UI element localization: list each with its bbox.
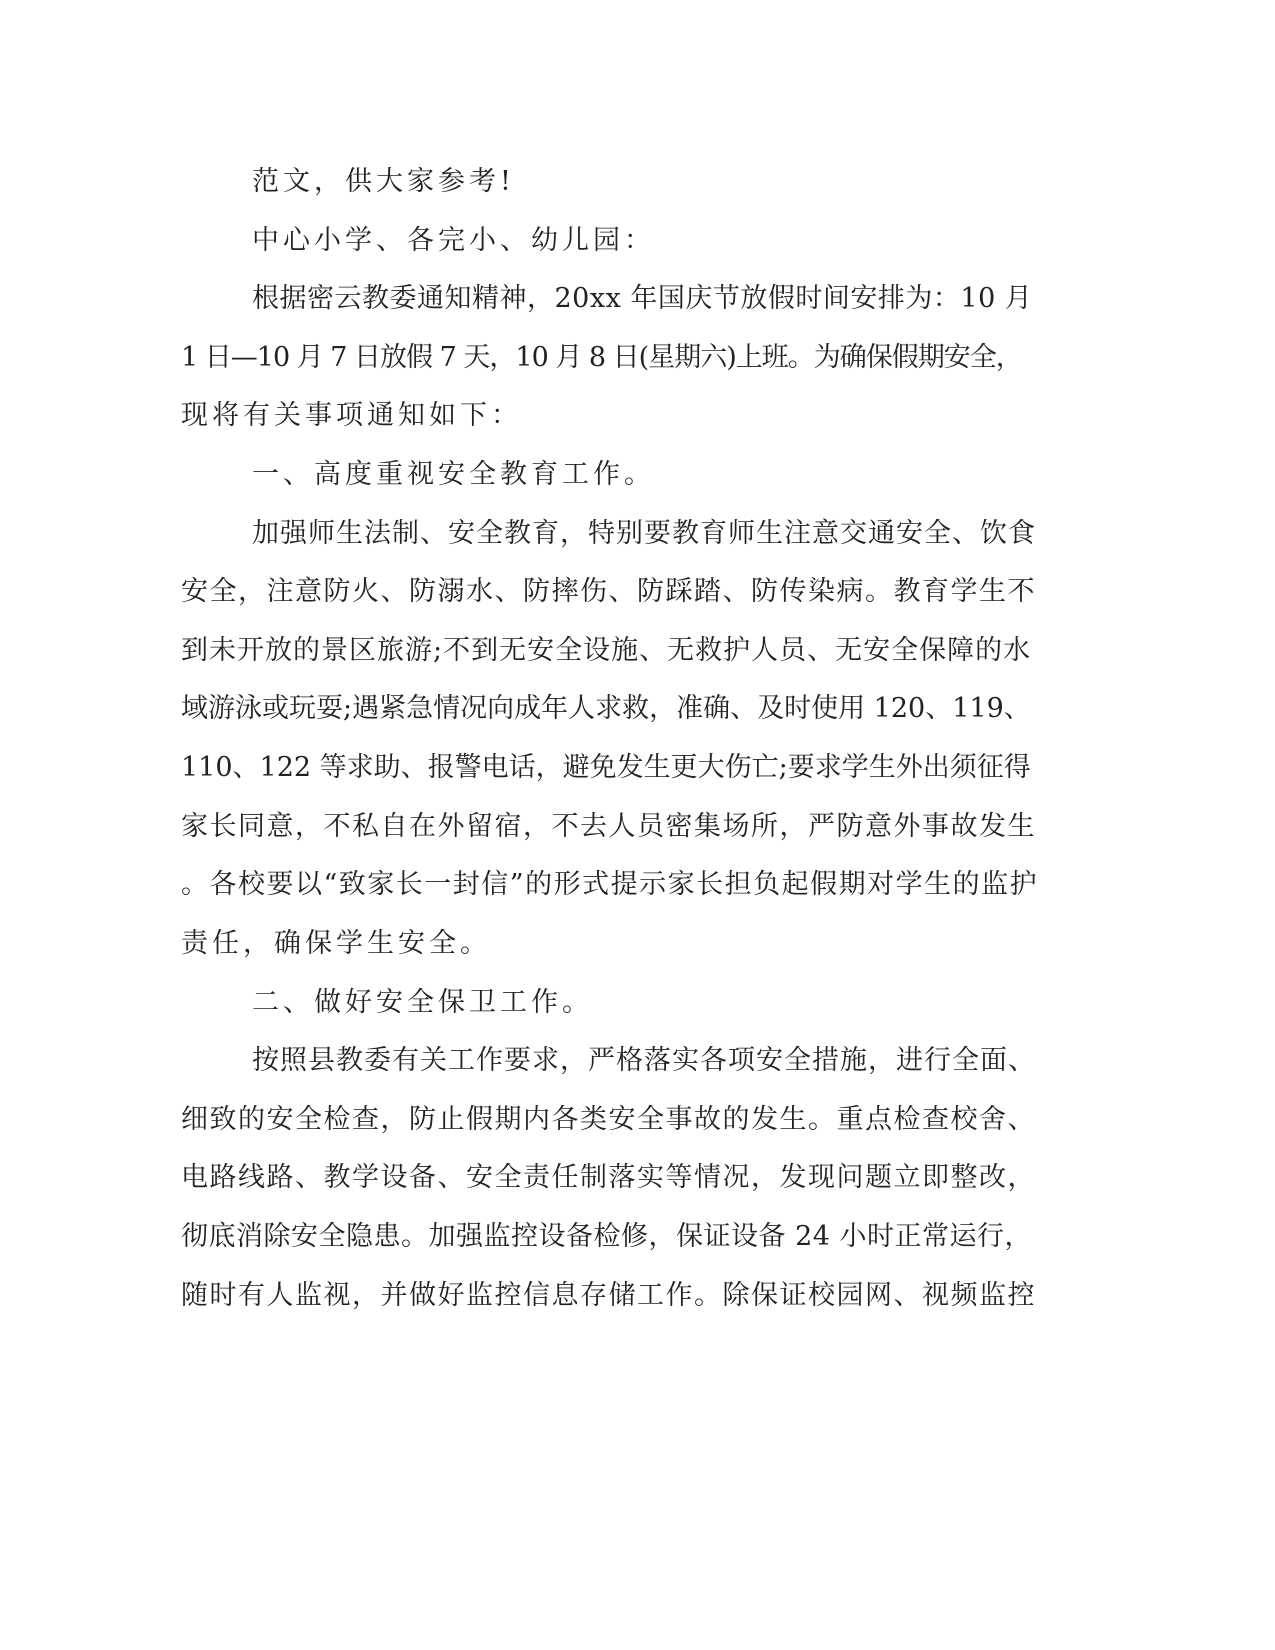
- document-line: 。各校要以“致家长一封信”的形式提示家长担负起假期对学生的监护: [181, 869, 1039, 900]
- document-line: 按照县教委有关工作要求，严格落实各项安全措施，进行全面、: [252, 1045, 1036, 1076]
- document-line: 现将有关事项通知如下：: [181, 400, 522, 431]
- document-line: 加强师生法制、安全教育，特别要教育师生注意交通安全、饮食: [252, 518, 1036, 549]
- document-line: 彻底消除安全隐患。加强监控设备检修，保证设备 24 小时正常运行，: [181, 1221, 1033, 1252]
- document-line: 家长同意，不私自在外留宿，不去人员密集场所，严防意外事故发生: [181, 811, 1036, 842]
- document-line: 责任，确保学生安全。: [181, 928, 491, 959]
- document-line: 中心小学、各完小、幼儿园：: [252, 225, 655, 256]
- section-heading: 一、高度重视安全教育工作。: [252, 459, 655, 490]
- document-line: 细致的安全检查，防止假期内各类安全事故的发生。重点检查校舍、: [181, 1104, 1036, 1135]
- document-line: 根据密云教委通知精神，20xx 年国庆节放假时间安排为：10 月: [252, 283, 1033, 314]
- document-line: 随时有人监视，并做好监控信息存储工作。除保证校园网、视频监控: [181, 1280, 1036, 1311]
- document-line: 到未开放的景区旅游;不到无安全设施、无救护人员、无安全保障的水: [181, 635, 1032, 666]
- document-line: 110、122 等求助、报警电话，避免发生更大伤亡;要求学生外出须征得: [181, 752, 1031, 783]
- document-line: 域游泳或玩耍;遇紧急情况向成年人求救，准确、及时使用 120、119、: [181, 693, 1031, 724]
- document-line: 安全，注意防火、防溺水、防摔伤、防踩踏、防传染病。教育学生不: [181, 576, 1036, 607]
- section-heading: 二、做好安全保卫工作。: [252, 987, 593, 1018]
- document-line: 1 日—10 月 7 日放假 7 天，10 月 8 日(星期六)上班。为确保假期安全，: [181, 342, 1022, 373]
- document-line: 范文，供大家参考!: [252, 166, 515, 197]
- document-line: 电路线路、教学设备、安全责任制落实等情况，发现问题立即整改，: [181, 1162, 1036, 1193]
